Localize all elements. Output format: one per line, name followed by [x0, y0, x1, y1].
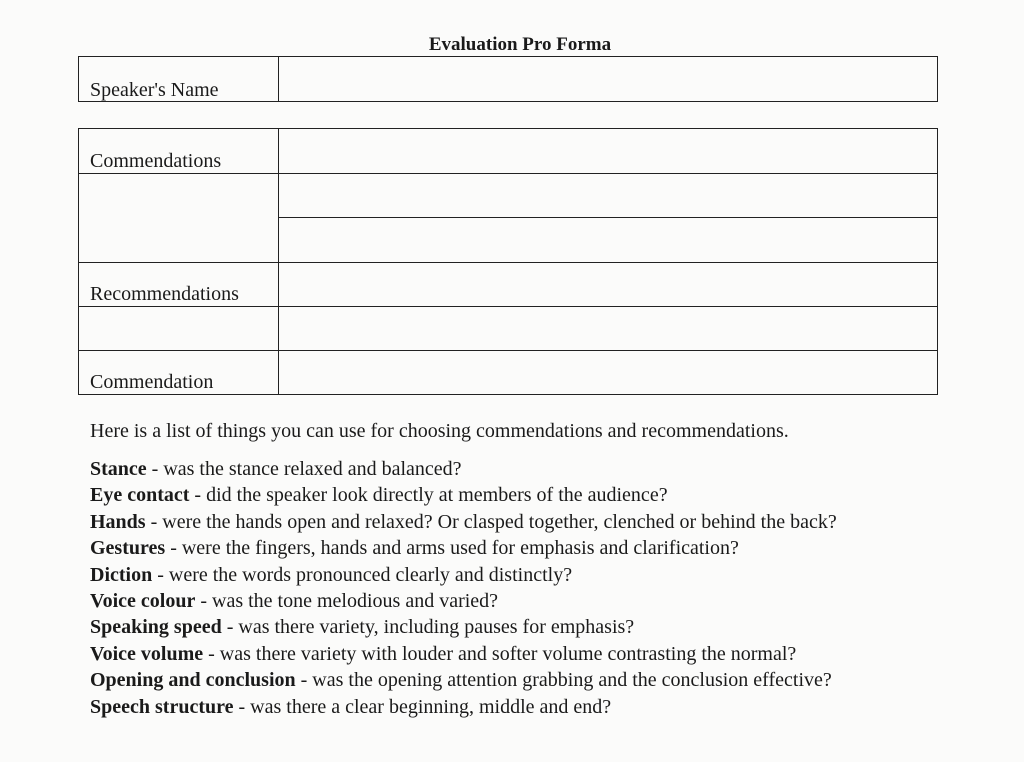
row-rule [78, 350, 938, 351]
commendation-entry-field[interactable] [280, 175, 936, 216]
criteria-item [90, 614, 837, 640]
criteria-description: - were the words pronounced clearly and distinctly? [152, 563, 573, 586]
row-rule [78, 173, 938, 174]
row-rule [78, 306, 938, 307]
speaker-name-divider [278, 56, 279, 102]
recommendations-label: Recommendations [90, 283, 239, 305]
criteria-term: Speaking speed [90, 616, 222, 639]
criteria-item [90, 641, 837, 667]
criteria-description: - was the opening attention grabbing and the conclusion effective? [295, 669, 832, 692]
commendation-entry-field[interactable] [280, 352, 936, 393]
criteria-item [90, 535, 837, 561]
criteria-item [90, 509, 837, 535]
commendation-entry-field[interactable] [280, 219, 936, 261]
criteria-item [90, 456, 837, 482]
commendation-entry-field[interactable] [280, 130, 936, 172]
speaker-name-field[interactable] [280, 58, 936, 100]
criteria-item [90, 482, 837, 508]
commendations-label: Commendations [90, 150, 222, 172]
form-title: Evaluation Pro Forma [428, 34, 612, 55]
criteria-description: - was the stance relaxed and balanced? [146, 458, 462, 480]
recommendation-entry-field[interactable] [280, 308, 936, 349]
criteria-term: Hands [90, 510, 146, 533]
criteria-term: Opening and conclusion [90, 669, 296, 692]
criteria-description: - was the tone melodious and varied? [195, 590, 499, 613]
commendation-label: Commendation [90, 371, 214, 393]
criteria-term: Diction [90, 563, 153, 586]
criteria-item [90, 667, 837, 693]
criteria-description: - was there a clear beginning, middle and end? [233, 695, 612, 718]
criteria-description: - were the fingers, hands and arms used for emphasis and clarification? [165, 537, 739, 560]
criteria-list [90, 456, 837, 720]
criteria-description: - did the speaker look directly at members of the audience? [189, 484, 668, 507]
criteria-item [90, 562, 837, 588]
criteria-term: Voice volume [90, 642, 204, 665]
criteria-term: Stance [90, 458, 147, 480]
criteria-term: Voice colour [90, 590, 196, 613]
criteria-description: - were the hands open and relaxed? Or clasped together, clenched or behind the back? [145, 510, 837, 533]
guidance-intro: Here is a list of things you can use for choosing commendations and recommendations. [90, 420, 789, 442]
criteria-description: - was there variety, including pauses for emphasis? [221, 616, 635, 639]
row-rule [278, 217, 938, 218]
criteria-term: Speech structure [90, 695, 234, 718]
recommendation-entry-field[interactable] [280, 264, 936, 305]
criteria-term: Gestures [90, 537, 166, 560]
criteria-item [90, 694, 837, 720]
speaker-name-label: Speaker's Name [90, 79, 219, 101]
criteria-term: Eye contact [90, 484, 190, 507]
criteria-description: - was there variety with louder and softer volume contrasting the normal? [203, 642, 797, 665]
row-rule [78, 262, 938, 263]
criteria-item [90, 588, 837, 614]
